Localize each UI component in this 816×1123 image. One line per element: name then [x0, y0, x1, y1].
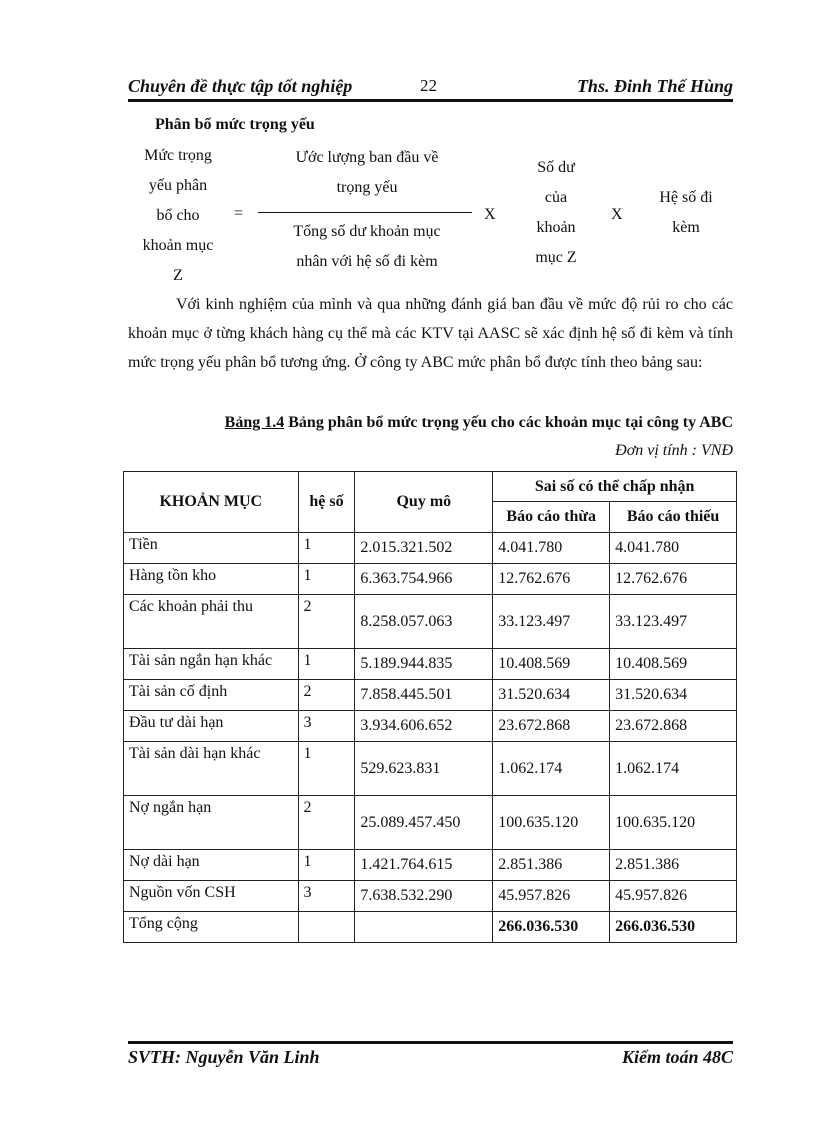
table-caption-label: Bảng 1.4	[224, 414, 285, 431]
cell-under: 31.520.634	[610, 680, 737, 711]
cell-coef	[298, 912, 355, 943]
cell-over: 2.851.386	[493, 850, 610, 881]
col-header-error: Sai số có thể chấp nhận	[493, 472, 737, 502]
cell-over-total: 266.036.530	[493, 912, 610, 943]
formula-numerator-line: trọng yếu	[336, 179, 398, 196]
cell-item: Nợ ngắn hạn	[124, 796, 299, 850]
fraction-bar	[258, 212, 472, 213]
cell-over: 100.635.120	[493, 796, 610, 850]
cell-under: 4.041.780	[610, 533, 737, 564]
table-caption-text: Bảng phân bổ mức trọng yếu cho các khoản mục tại công ty ABC	[284, 414, 733, 431]
table-caption	[128, 414, 733, 432]
cell-item: Tổng cộng	[124, 912, 299, 943]
table-total-row	[124, 912, 737, 943]
section-title: Phân bổ mức trọng yếu	[155, 116, 315, 133]
header-rule	[128, 99, 733, 102]
formula-balance-line: mục Z	[535, 249, 577, 266]
formula-numerator-line: Ước lượng ban đầu về	[295, 149, 439, 166]
cell-item: Tiền	[124, 533, 299, 564]
cell-over: 45.957.826	[493, 881, 610, 912]
cell-over: 4.041.780	[493, 533, 610, 564]
formula-balance-line: Số dư	[537, 159, 575, 176]
cell-scale: 1.421.764.615	[355, 850, 493, 881]
cell-under: 10.408.569	[610, 649, 737, 680]
formula-times-2: X	[611, 206, 623, 223]
table-row	[124, 680, 737, 711]
cell-scale: 2.015.321.502	[355, 533, 493, 564]
cell-scale: 8.258.057.063	[355, 595, 493, 649]
formula-denominator	[262, 217, 472, 277]
table-row	[124, 564, 737, 595]
formula-balance-term	[524, 153, 588, 273]
table-row	[124, 533, 737, 564]
footer-student: SVTH: Nguyễn Văn Linh	[128, 1047, 320, 1067]
formula-coef-line: Hệ số đi	[659, 189, 713, 206]
cell-under: 23.672.868	[610, 711, 737, 742]
table-row	[124, 711, 737, 742]
cell-coef: 1	[298, 649, 355, 680]
footer-rule	[128, 1041, 733, 1044]
cell-coef: 3	[298, 881, 355, 912]
cell-under: 12.762.676	[610, 564, 737, 595]
cell-coef: 2	[298, 680, 355, 711]
formula-left-term	[128, 141, 228, 291]
formula-left-line: bổ cho	[156, 207, 200, 224]
table-row	[124, 850, 737, 881]
table-row	[124, 649, 737, 680]
cell-item: Nguồn vốn CSH	[124, 881, 299, 912]
paragraph-text: Với kinh nghiệm của mình và qua những đánh giá ban đầu về mức độ rủi ro cho các khoản mục ở từng khách hàng cụ thể mà các KTV tại AASC sẽ xác định hệ số đi kèm và tính mức trọng yếu phân bổ tương ứng. Ở công ty ABC mức phân bổ được tính theo bảng sau:	[128, 296, 733, 371]
cell-over: 23.672.868	[493, 711, 610, 742]
cell-coef: 1	[298, 533, 355, 564]
page-header	[128, 76, 733, 100]
cell-scale	[355, 912, 493, 943]
cell-coef: 2	[298, 595, 355, 649]
footer-class: Kiểm toán 48C	[621, 1047, 733, 1067]
cell-coef: 2	[298, 796, 355, 850]
col-header-scale: Quy mô	[355, 472, 493, 533]
cell-over: 33.123.497	[493, 595, 610, 649]
cell-scale: 6.363.754.966	[355, 564, 493, 595]
cell-scale: 25.089.457.450	[355, 796, 493, 850]
formula-balance-line: khoản	[536, 219, 576, 236]
formula-coef-line: kèm	[672, 219, 700, 236]
cell-over: 1.062.174	[493, 742, 610, 796]
materiality-table	[123, 471, 737, 943]
cell-item: Tài sản dài hạn khác	[124, 742, 299, 796]
cell-coef: 1	[298, 850, 355, 881]
cell-coef: 1	[298, 564, 355, 595]
formula-numerator	[262, 143, 472, 203]
cell-scale: 5.189.944.835	[355, 649, 493, 680]
cell-under: 100.635.120	[610, 796, 737, 850]
unit-note: Đơn vị tính : VNĐ	[615, 442, 733, 459]
cell-over: 31.520.634	[493, 680, 610, 711]
cell-scale: 529.623.831	[355, 742, 493, 796]
formula-denominator-line: nhân với hệ số đi kèm	[296, 253, 438, 270]
cell-coef: 3	[298, 711, 355, 742]
cell-under-total: 266.036.530	[610, 912, 737, 943]
cell-under: 45.957.826	[610, 881, 737, 912]
cell-item: Đầu tư dài hạn	[124, 711, 299, 742]
cell-under: 1.062.174	[610, 742, 737, 796]
formula-left-line: Mức trọng	[144, 147, 212, 164]
formula-left-line: khoản mục	[142, 237, 214, 254]
formula-times-1: X	[484, 206, 496, 223]
formula-coef-term	[642, 183, 730, 243]
table-row	[124, 796, 737, 850]
formula-equals: =	[234, 205, 244, 222]
cell-coef: 1	[298, 742, 355, 796]
cell-over: 10.408.569	[493, 649, 610, 680]
cell-over: 12.762.676	[493, 564, 610, 595]
table-row	[124, 595, 737, 649]
cell-under: 2.851.386	[610, 850, 737, 881]
cell-scale: 7.638.532.290	[355, 881, 493, 912]
cell-item: Hàng tồn kho	[124, 564, 299, 595]
cell-item: Các khoản phải thu	[124, 595, 299, 649]
cell-under: 33.123.497	[610, 595, 737, 649]
table-row	[124, 881, 737, 912]
col-header-over: Báo cáo thừa	[493, 502, 610, 533]
cell-item: Tài sản ngắn hạn khác	[124, 649, 299, 680]
formula-denominator-line: Tổng số dư khoản mục	[293, 223, 441, 240]
body-paragraph	[128, 290, 733, 377]
cell-item: Nợ dài hạn	[124, 850, 299, 881]
page-number: 22	[420, 76, 437, 95]
header-author: Ths. Đinh Thế Hùng	[576, 76, 733, 96]
col-header-item: KHOẢN MỤC	[124, 472, 299, 533]
table-row	[124, 742, 737, 796]
cell-scale: 7.858.445.501	[355, 680, 493, 711]
cell-item: Tài sản cố định	[124, 680, 299, 711]
formula-left-line: yếu phân	[148, 177, 208, 194]
header-title: Chuyên đề thực tập tốt nghiệp	[128, 76, 353, 96]
col-header-coef: hệ số	[298, 472, 355, 533]
col-header-under: Báo cáo thiếu	[610, 502, 737, 533]
formula-balance-line: của	[544, 189, 568, 206]
formula-left-line: Z	[173, 267, 183, 284]
cell-scale: 3.934.606.652	[355, 711, 493, 742]
